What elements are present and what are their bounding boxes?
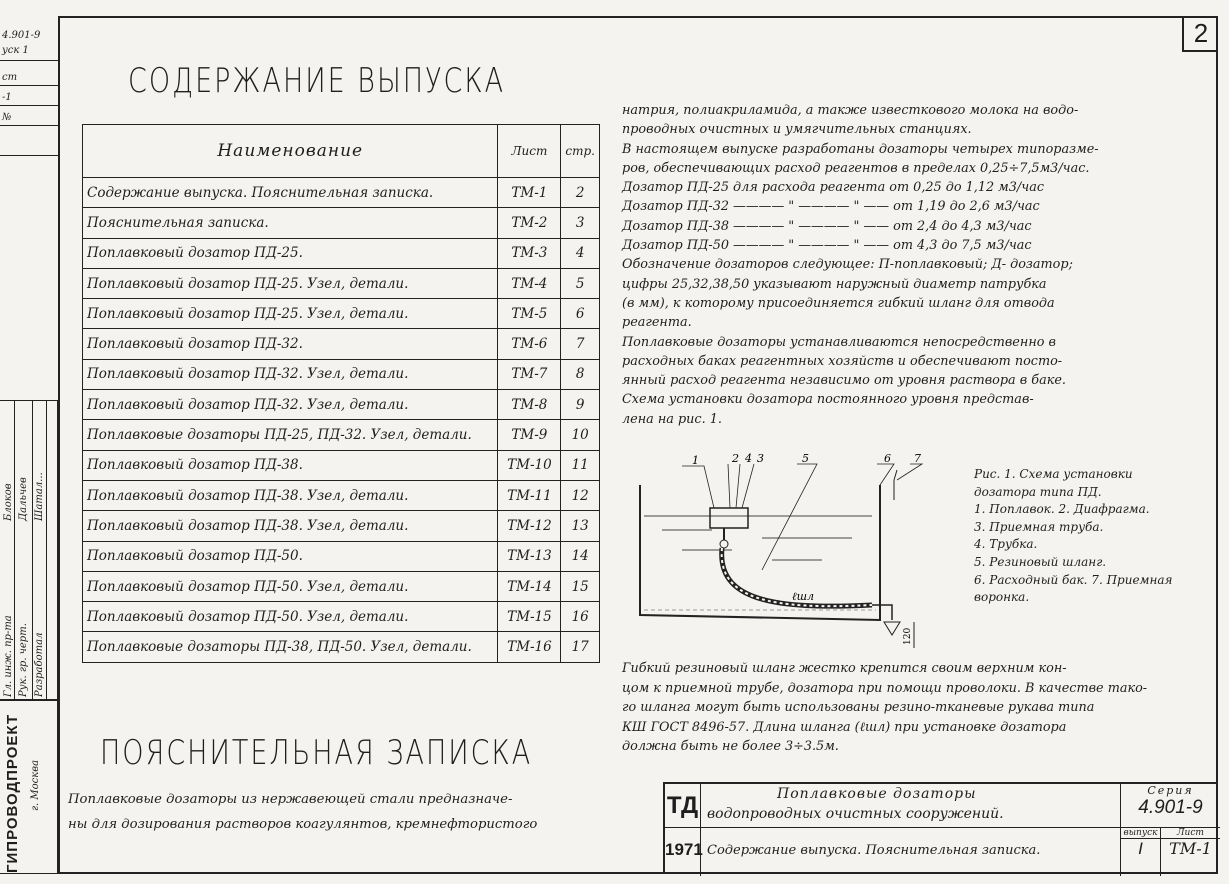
row-sheet: ТМ-3 xyxy=(498,238,561,268)
row-sheet: ТМ-7 xyxy=(498,359,561,389)
text-line: Дозатор ПД-32 ———— " ———— " —— от 1,19 до 2,6 м3/час xyxy=(622,199,1040,215)
text-line: го шланга могут быть использованы резино-тканевые рукава типа xyxy=(622,700,1095,715)
org-city: г. Москва xyxy=(30,759,41,811)
sig-name-3: Шатал... xyxy=(34,472,45,521)
issue-value: I xyxy=(1138,839,1143,858)
text-line: КШ ГОСТ 8496-57. Длина шланга (ℓшл) при установке дозатора xyxy=(622,719,1067,735)
figure-legend xyxy=(974,466,1173,607)
text-line: дозатора типа ПД. xyxy=(974,484,1102,499)
text-line: Поплавковые дозаторы устанавливаются непосредственно в xyxy=(622,334,1056,350)
row-sheet: ТМ-6 xyxy=(498,329,561,359)
sig-name-2: Дальчев xyxy=(18,477,29,521)
text-line: лена на рис. 1. xyxy=(622,411,722,427)
fig-label-7: 7 xyxy=(914,452,921,465)
org-name: ГИПРОВОДПРОЕКТ xyxy=(4,713,21,873)
title-subtitle: Содержание выпуска. Пояснительная записка. xyxy=(701,828,1121,876)
row-sheet: ТМ-2 xyxy=(498,208,561,238)
sig-role-1: Гл. инж. пр-та xyxy=(3,615,14,697)
sheet-label: Лист xyxy=(1161,828,1220,839)
table-row xyxy=(83,480,600,510)
dim-label: 120 xyxy=(903,627,913,645)
text-line: Рис. 1. Схема установки xyxy=(974,467,1133,481)
text-line: Дозатор ПД-38 ———— " ———— " —— от 2,4 до 4,3 м3/час xyxy=(622,218,1032,234)
row-sheet: ТМ-9 xyxy=(498,420,561,450)
table-row xyxy=(83,329,600,359)
fig-label-4: 4 xyxy=(745,452,752,465)
text-line: Дозатор ПД-25 для расхода реагента от 0,25 до 1,12 м3/час xyxy=(622,180,1044,196)
row-sheet: ТМ-15 xyxy=(498,602,561,632)
explanatory-title: ПОЯСНИТЕЛЬНАЯ ЗАПИСКА xyxy=(100,734,533,773)
row-sheet: ТМ-8 xyxy=(498,390,561,420)
contents-title: СОДЕРЖАНИЕ ВЫПУСКА xyxy=(128,62,506,101)
table-row xyxy=(83,238,600,268)
row-name: Поплавковый дозатор ПД-38. Узел, детали. xyxy=(83,480,498,510)
row-page: 14 xyxy=(561,541,600,571)
text-line: должна быть не более 3÷3.5м. xyxy=(622,739,839,754)
sig-role-2: Рук. гр. черт. xyxy=(18,623,29,697)
contents-header-row xyxy=(83,125,600,178)
row-page: 12 xyxy=(561,480,600,510)
fig-label-1: 1 xyxy=(692,454,699,467)
sig-role-3: Разработал xyxy=(34,632,45,697)
org-code: ТД xyxy=(665,784,701,828)
table-row xyxy=(83,571,600,601)
text-line: В настоящем выпуске разработаны дозаторы четырех типоразме- xyxy=(622,141,1099,157)
row-page: 8 xyxy=(561,359,600,389)
row-name: Поплавковый дозатор ПД-50. Узел, детали. xyxy=(83,602,498,632)
row-page: 11 xyxy=(561,450,600,480)
sheet-value: ТМ-1 xyxy=(1169,839,1212,858)
text-line: проводных очистных и умягчительных станциях. xyxy=(622,122,972,138)
header-page: стр. xyxy=(561,125,600,178)
table-row xyxy=(83,208,600,238)
series-label: Серия xyxy=(1147,784,1194,797)
funnel xyxy=(884,622,900,635)
text-line: ров, обеспечивающих расход реагентов в пределах 0,25÷7,5м3/час. xyxy=(622,160,1090,176)
row-page: 17 xyxy=(561,632,600,662)
contents-table xyxy=(82,124,600,663)
text-line: Гибкий резиновый шланг жестко крепится своим верхним кон- xyxy=(622,661,1067,676)
strip-code: ст xyxy=(2,72,18,83)
text-line: 1. Поплавок. 2. Диафрагма. xyxy=(974,502,1150,517)
org-box xyxy=(0,700,58,874)
row-name: Поплавковый дозатор ПД-25. Узел, детали. xyxy=(83,268,498,298)
table-row xyxy=(83,541,600,571)
drain-line xyxy=(894,470,897,500)
fig-label-6: 6 xyxy=(884,452,891,465)
row-name: Пояснительная записка. xyxy=(83,208,498,238)
leader-lines xyxy=(682,464,922,570)
explanatory-right-text xyxy=(622,101,1099,429)
table-row xyxy=(83,420,600,450)
text-line: воронка. xyxy=(974,590,1030,605)
explanatory-intro xyxy=(68,787,537,837)
title-main xyxy=(701,784,1121,828)
strip-code: № xyxy=(2,112,12,123)
row-name: Поплавковые дозаторы ПД-38, ПД-50. Узел, детали. xyxy=(83,632,498,662)
strip-code: -1 xyxy=(2,92,12,103)
side-strip xyxy=(0,30,58,874)
text-line: реагента. xyxy=(622,315,692,331)
row-page: 9 xyxy=(561,390,600,420)
table-row xyxy=(83,359,600,389)
row-sheet: ТМ-16 xyxy=(498,632,561,662)
row-name: Поплавковый дозатор ПД-50. xyxy=(83,541,498,571)
row-sheet: ТМ-5 xyxy=(498,299,561,329)
text-line: цом к приемной трубе, дозатора при помощи проволоки. В качестве тако- xyxy=(622,680,1148,696)
row-sheet: ТМ-13 xyxy=(498,541,561,571)
row-page: 4 xyxy=(561,238,600,268)
issue-label: выпуск xyxy=(1121,828,1160,839)
sheet-cell xyxy=(1161,828,1220,876)
text-line: Обозначение дозаторов следующее: П-поплавковый; Д- дозатор; xyxy=(622,257,1073,273)
row-name: Содержание выпуска. Пояснительная записка. xyxy=(83,178,498,208)
table-row xyxy=(83,632,600,662)
title-block xyxy=(663,782,1218,874)
text-line: натрия, полиакриламида, а также известкового молока на водо- xyxy=(622,103,1079,118)
strip-codes xyxy=(0,30,59,155)
row-page: 13 xyxy=(561,511,600,541)
row-sheet: ТМ-11 xyxy=(498,480,561,510)
text-line: (в мм), к которому присоединяется гибкий шланг для отвода xyxy=(622,295,1055,311)
float xyxy=(710,508,748,528)
row-sheet: ТМ-10 xyxy=(498,450,561,480)
text-line: 3. Приемная труба. xyxy=(974,519,1104,534)
text-line: ны для дозирования растворов коагулянтов, кремнефтористого xyxy=(68,817,538,832)
row-page: 10 xyxy=(561,420,600,450)
text-line: 5. Резиновый шланг. xyxy=(974,554,1107,569)
title-line1: Поплавковые дозаторы xyxy=(777,786,977,802)
sig-name-1: Блоков xyxy=(3,483,14,521)
hose-length-label: ℓшл xyxy=(792,590,815,603)
row-name: Поплавковый дозатор ПД-38. Узел, детали. xyxy=(83,511,498,541)
row-name: Поплавковые дозаторы ПД-25, ПД-32. Узел, детали. xyxy=(83,420,498,450)
row-name: Поплавковый дозатор ПД-50. Узел, детали. xyxy=(83,571,498,601)
table-row xyxy=(83,268,600,298)
row-sheet: ТМ-14 xyxy=(498,571,561,601)
header-name: Наименование xyxy=(83,125,498,178)
text-line: Схема установки дозатора постоянного уровня представ- xyxy=(622,392,1034,408)
title-line2: водопроводных очистных сооружений. xyxy=(707,806,1004,822)
row-page: 6 xyxy=(561,299,600,329)
row-name: Поплавковый дозатор ПД-38. xyxy=(83,450,498,480)
row-page: 15 xyxy=(561,571,600,601)
pipe-joint xyxy=(720,540,728,548)
row-page: 5 xyxy=(561,268,600,298)
row-page: 7 xyxy=(561,329,600,359)
text-line: расходных баках реагентных хозяйств и обеспечивают посто- xyxy=(622,353,1063,369)
row-sheet: ТМ-1 xyxy=(498,178,561,208)
table-row xyxy=(83,450,600,480)
strip-code: 4.901-9 xyxy=(2,30,41,41)
text-line: янный расход реагента независимо от уровня раствора в баке. xyxy=(622,373,1066,389)
row-page: 3 xyxy=(561,208,600,238)
row-sheet: ТМ-4 xyxy=(498,268,561,298)
row-sheet: ТМ-12 xyxy=(498,511,561,541)
header-sheet: Лист xyxy=(498,125,561,178)
row-name: Поплавковый дозатор ПД-25. Узел, детали. xyxy=(83,299,498,329)
table-row xyxy=(83,390,600,420)
tank-bottom xyxy=(640,615,880,620)
fig-label-3: 3 xyxy=(757,452,764,465)
sheet-number: 2 xyxy=(1182,16,1218,52)
signature-table xyxy=(0,400,58,700)
text-line: 4. Трубка. xyxy=(974,537,1038,552)
text-line: цифры 25,32,38,50 указывают наружный диаметр патрубка xyxy=(622,276,1047,292)
strip-code: уск 1 xyxy=(2,45,29,56)
table-row xyxy=(83,299,600,329)
fig-label-2: 2 xyxy=(732,452,739,465)
table-row xyxy=(83,511,600,541)
row-page: 16 xyxy=(561,602,600,632)
row-name: Поплавковый дозатор ПД-32. Узел, детали. xyxy=(83,390,498,420)
table-row xyxy=(83,602,600,632)
row-name: Поплавковый дозатор ПД-25. xyxy=(83,238,498,268)
text-line: Поплавковые дозаторы из нержавеющей стали предназначе- xyxy=(68,792,513,807)
liquid-level xyxy=(644,516,872,560)
row-name: Поплавковый дозатор ПД-32. Узел, детали. xyxy=(83,359,498,389)
series-value: 4.901-9 xyxy=(1138,797,1203,818)
row-name: Поплавковый дозатор ПД-32. xyxy=(83,329,498,359)
fig-label-5: 5 xyxy=(802,452,809,465)
issue-cell xyxy=(1121,828,1161,876)
table-row xyxy=(83,178,600,208)
outlet-pipe xyxy=(872,605,892,620)
text-line: Дозатор ПД-50 ———— " ———— " —— от 4,3 до 7,5 м3/час xyxy=(622,238,1032,254)
text-line: 6. Расходный бак. 7. Приемная xyxy=(974,572,1173,587)
explanatory-after-figure xyxy=(622,659,1147,757)
row-page: 2 xyxy=(561,178,600,208)
year: 1971 xyxy=(665,828,701,876)
series-cell xyxy=(1121,784,1220,828)
